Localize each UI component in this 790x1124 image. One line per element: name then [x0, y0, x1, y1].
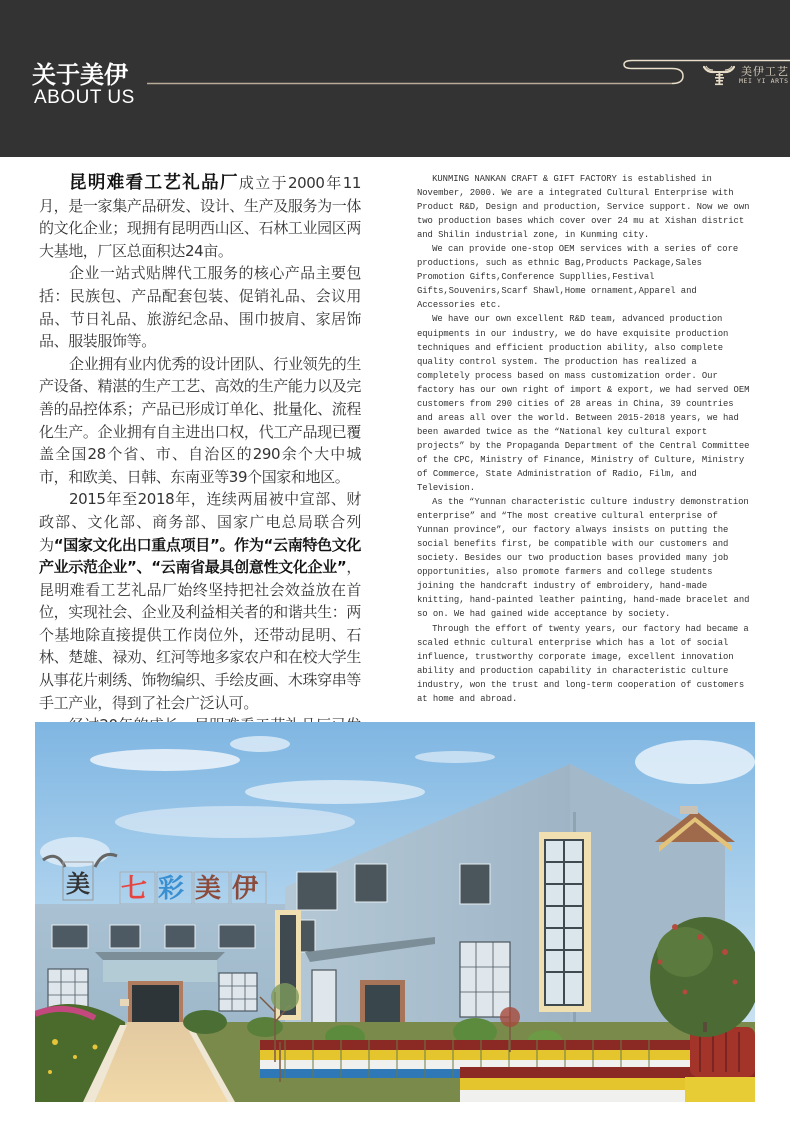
cn-awards-text-after: ，昆明难看工艺礼品厂始终坚持把社会效益放在首位，实现社会、企业及利益相关者的和谐共生：两个基地除直接提供工作岗位外，还带动昆明、石林、楚雄、禄劝、红河等地多家农户和在校大学生从事花片刺绣、饰物编织、手绘皮画、木珠穿串等手工产业，得到了社会广泛认可。: [39, 558, 362, 712]
svg-text:彩: 彩: [158, 874, 185, 904]
en-paragraph-growth: Through the effort of twenty years, our factory had became a scaled ethnic cultural enterprise which has a lot of social influence, trustworthy corporate image, excellent innovation ability and production capability in characteristic culture industry, won the trust and long-term cooperation of customers at home and abroad.: [417, 623, 749, 704]
factory-building-photo: [35, 722, 755, 1102]
cn-paragraph-awards: [39, 488, 361, 714]
cn-awards-highlight: “国家文化出口重点项目”。作为“云南特色文化产业示范企业”、“云南省最具创意性文化企业”: [39, 535, 362, 577]
en-paragraph-intro: KUNMING NANKAN CRAFT & GIFT FACTORY is established in November, 2000. We are a integrated Cultural Enterprise with Product R&D, Design and production, Service support. Now we own two production bases which cover over 24 mu at Xishan district and Shilin industrial zone, in Kunming city.: [417, 174, 750, 241]
en-paragraph-products: We can provide one-stop OEM services with a series of core productions, such as ethnic Bag,Products Package,Sales Promotion Gifts,Conference Suppllies,Festival Gifts,Souvenirs,Scarf Shawl,Home ornament,Apparel and Accessories etc.: [417, 244, 739, 311]
svg-text:伊: 伊: [232, 874, 259, 904]
ox-horns-logo-icon: [703, 63, 735, 87]
svg-text:美: 美: [195, 874, 222, 904]
company-name-chinese: 昆明难看工艺礼品厂: [69, 173, 239, 193]
english-text-column: [417, 172, 750, 706]
cn-paragraph-capabilities: 企业拥有业内优秀的设计团队、行业领先的生产设备、精湛的生产工艺、高效的生产能力以及完善的品控体系；产品已形成订单化、批量化、流程化生产。企业拥有自主进出口权，代工产品现已覆盖全国28个省、市、自治区的290余个大中城市，和欧美、日韩、东南亚等39个国家和地区。: [39, 354, 362, 486]
en-paragraph-capabilities: We have our own excellent R&D team, advanced production equipments in our industry, we do have exquisite production techniques and efficient production ability, also complete quality control system. The production has realized a completely process based on mass customization order. Our factory has our own right of import & export, we had served OEM customers from 290 cities of 28 areas in China, 39 countries and areas all over the world. Between 2015-2018 years, we had been awarded twice as the “National key cultural export projects” by the Propaganda Department of the Central Committee of the CPC, Ministry of Finance, Ministry of Culture, Ministry of Commerce, State Administration of Radio, Film, and Television.: [417, 314, 750, 494]
section-title-english: ABOUT US: [34, 87, 135, 108]
svg-text:美: 美: [66, 870, 90, 898]
factory-building-illustration: [35, 722, 755, 1102]
cn-paragraph-products: 企业一站式贴牌代工服务的核心产品主要包括：民族包、产品配套包装、促销礼品、会议用品、节日礼品、旅游纪念品、围巾披肩、家居饰品、服装服饰等。: [39, 264, 361, 351]
logo-name-english: MEI YI ARTS: [739, 77, 789, 85]
en-paragraph-social: As the “Yunnan characteristic culture industry demonstration enterprise” and “The most creative cultural enterprise of Yunnan province”, our factory always insists on putting the social benefits first, be compatible with our customers and society. Besides our two production bases provided many job opportunities, also promote farmers and college students joining the handcraft industry of embroidery, hand-made knitting, hand-painted leather painting, hand-made bracelet and so on. We had gained wide acceptance by society.: [417, 497, 750, 620]
cn-paragraph-intro: [39, 172, 361, 262]
brand-logo: [703, 63, 790, 89]
cn-awards-text-before: 2015年至2018年，连续两届被中宣部、财政部、文化部、商务部、国家广电总局联合列为: [39, 490, 361, 554]
section-title-chinese: 关于美伊: [32, 61, 128, 89]
logo-name-chinese: 美伊工艺: [741, 65, 789, 78]
cn-paragraph-intro-text: 成立于2000年11月，是一家集产品研发、设计、生产及服务为一体的文化企业；现拥有昆明西山区、石林工业园区两大基地，厂区总面积达24亩。: [39, 174, 362, 260]
page-header: [0, 0, 790, 157]
svg-text:七: 七: [121, 874, 148, 904]
